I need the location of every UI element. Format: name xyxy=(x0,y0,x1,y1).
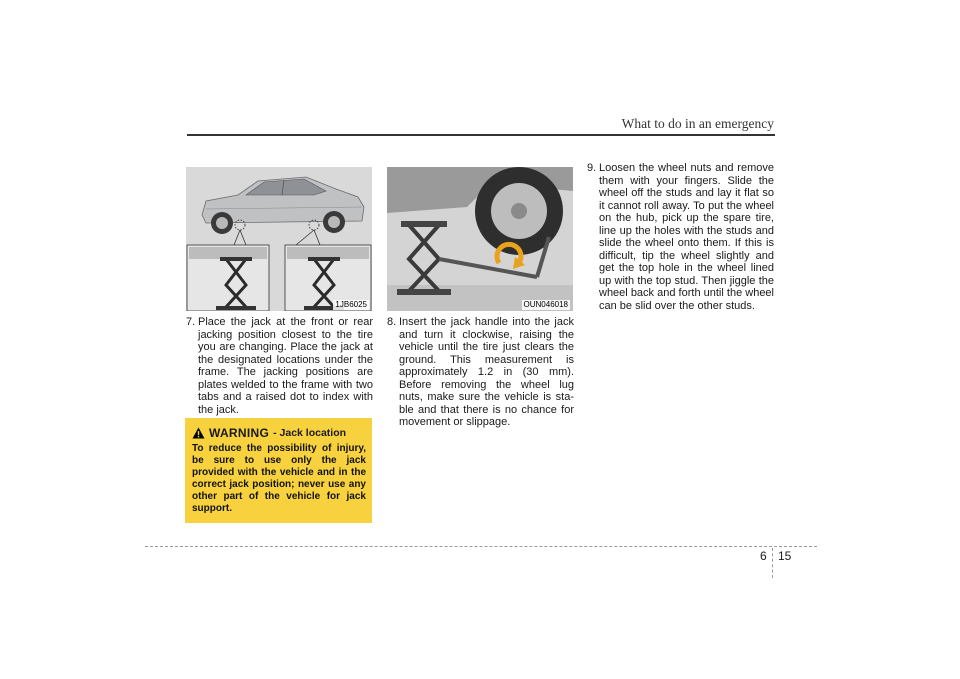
jack-handle-illustration xyxy=(387,167,573,311)
step-text: Place the jack at the front or rear jacking position closest to the tire you are changing. Place the jack at the designated locations under the frame. The jacking positions are plates welded to the frame with two tabs and a raised dot to index with the jack. xyxy=(198,316,373,416)
page-number: 15 xyxy=(778,549,792,563)
footer-rule xyxy=(145,546,817,547)
warning-triangle-icon xyxy=(192,427,205,439)
warning-label: WARNING xyxy=(209,426,270,440)
warning-box xyxy=(185,418,372,523)
step-number: 9. xyxy=(587,162,597,174)
step-8 xyxy=(387,316,574,429)
warning-header xyxy=(192,426,366,440)
figure-jacking-points xyxy=(186,167,372,311)
jacking-points-illustration xyxy=(186,167,372,311)
step-7 xyxy=(186,316,373,416)
chapter-number: 6 xyxy=(760,549,767,563)
header-rule xyxy=(187,134,775,136)
page-header-title: What to do in an emergency xyxy=(621,116,774,131)
step-9 xyxy=(587,162,774,312)
page-number-separator xyxy=(772,548,773,578)
warning-body: To reduce the possibility of injury, be sure to use only the jack provided with the vehicle and in the correct jack position; never use any other part of the vehicle for jack support. xyxy=(192,443,366,514)
figure-code: 1JB6025 xyxy=(335,300,367,309)
step-text: Insert the jack handle into the jack and turn it clockwise, raising the vehicle until the tire just clears the ground. This measurement is approximately 1.2 in (30 mm). Before removing the wheel lug nuts, make sure the vehicle is sta-ble and that there is no chance for movement or slippage. xyxy=(399,316,574,428)
figure-jack-handle xyxy=(387,167,573,311)
step-number: 8. xyxy=(387,316,397,328)
step-text: Loosen the wheel nuts and remove them with your fingers. Slide the wheel off the studs and lay it flat so it cannot roll away. To put the wheel on the hub, pick up the spare tire, line up the holes with the studs and slide the wheel onto them. If this is difficult, tip the wheel slightly and get the top hole in the wheel lined up with the top stud. Then jiggle the wheel back and forth until the wheel can be slid over the other studs. xyxy=(599,162,774,312)
step-number: 7. xyxy=(186,316,196,328)
figure-code: OUN046018 xyxy=(523,300,568,309)
warning-topic: - Jack location xyxy=(273,427,347,439)
